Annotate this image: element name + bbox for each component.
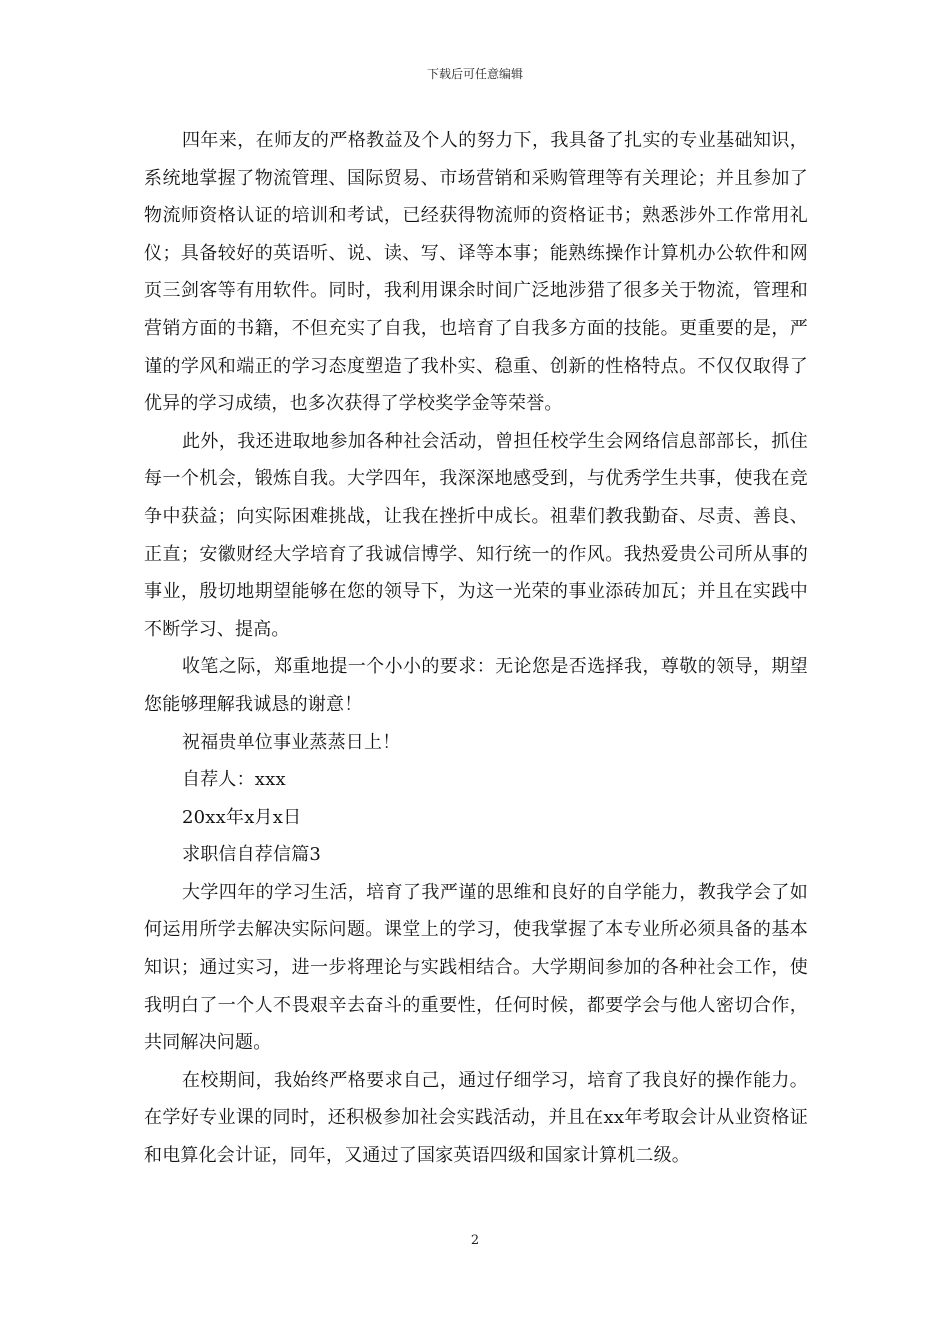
paragraph-4: 大学四年的学习生活，培育了我严谨的思维和良好的自学能力，教我学会了如何运用所学去解决实际问题。课堂上的学习，使我掌握了本专业所必须具备的基本知识；通过实习，进一步将理论与实践相结合。大学期间参加的各种社会工作，使我明白了一个人不畏艰辛去奋斗的重要性，任何时候，都要学会与他人密切合作，共同解决问题。: [144, 881, 808, 1054]
paragraph-5: 在校期间，我始终严格要求自己，通过仔细学习，培育了我良好的操作能力。在学好专业课的同时，还积极参加社会实践活动，并且在xx年考取会计从业资格证和电算化会计证，同年，又通过了国家英语四级和国家计算机二级。: [144, 1069, 808, 1167]
page-number: 2: [470, 1233, 480, 1248]
paragraph-1: 四年来，在师友的严格教益及个人的努力下，我具备了扎实的专业基础知识，系统地掌握了物流管理、国际贸易、市场营销和采购管理等有关理论；并且参加了物流师资格认证的培训和考试，已经获得物流师的资格证书；熟悉涉外工作常用礼仪；具备较好的英语听、说、读、写、译等本事；能熟练操作计算机办公软件和网页三剑客等有用软件。同时，我利用课余时间广泛地涉猎了很多关于物流，管理和营销方面的书籍，不但充实了自我，也培育了自我多方面的技能。更重要的是，严谨的学风和端正的学习态度塑造了我朴实、稳重、创新的性格特点。不仅仅取得了优异的学习成绩，也多次获得了学校奖学金等荣誉。: [144, 130, 808, 415]
document-body: [144, 122, 808, 1175]
paragraph-3: 收笔之际，郑重地提一个小小的要求：无论您是否选择我，尊敬的领导，期望您能够理解我诚恳的谢意！: [144, 656, 808, 715]
closing-wish: 祝福贵单位事业蒸蒸日上！: [182, 731, 401, 753]
date-line: 20xx年x月x日: [182, 806, 302, 828]
signature-line: 自荐人：xxx: [182, 769, 286, 791]
section-title: 求职信自荐信篇3: [182, 844, 322, 866]
paragraph-2: 此外，我还进取地参加各种社会活动，曾担任校学生会网络信息部部长，抓住每一个机会，锻炼自我。大学四年，我深深地感受到，与优秀学生共事，使我在竞争中获益；向实际困难挑战，让我在挫折中成长。祖辈们教我勤奋、尽责、善良、正直；安徽财经大学培育了我诚信博学、知行统一的作风。我热爱贵公司所从事的事业，殷切地期望能够在您的领导下，为这一光荣的事业添砖加瓦；并且在实践中不断学习、提高。: [144, 430, 808, 640]
page-header: 下载后可任意编辑: [426, 67, 523, 81]
